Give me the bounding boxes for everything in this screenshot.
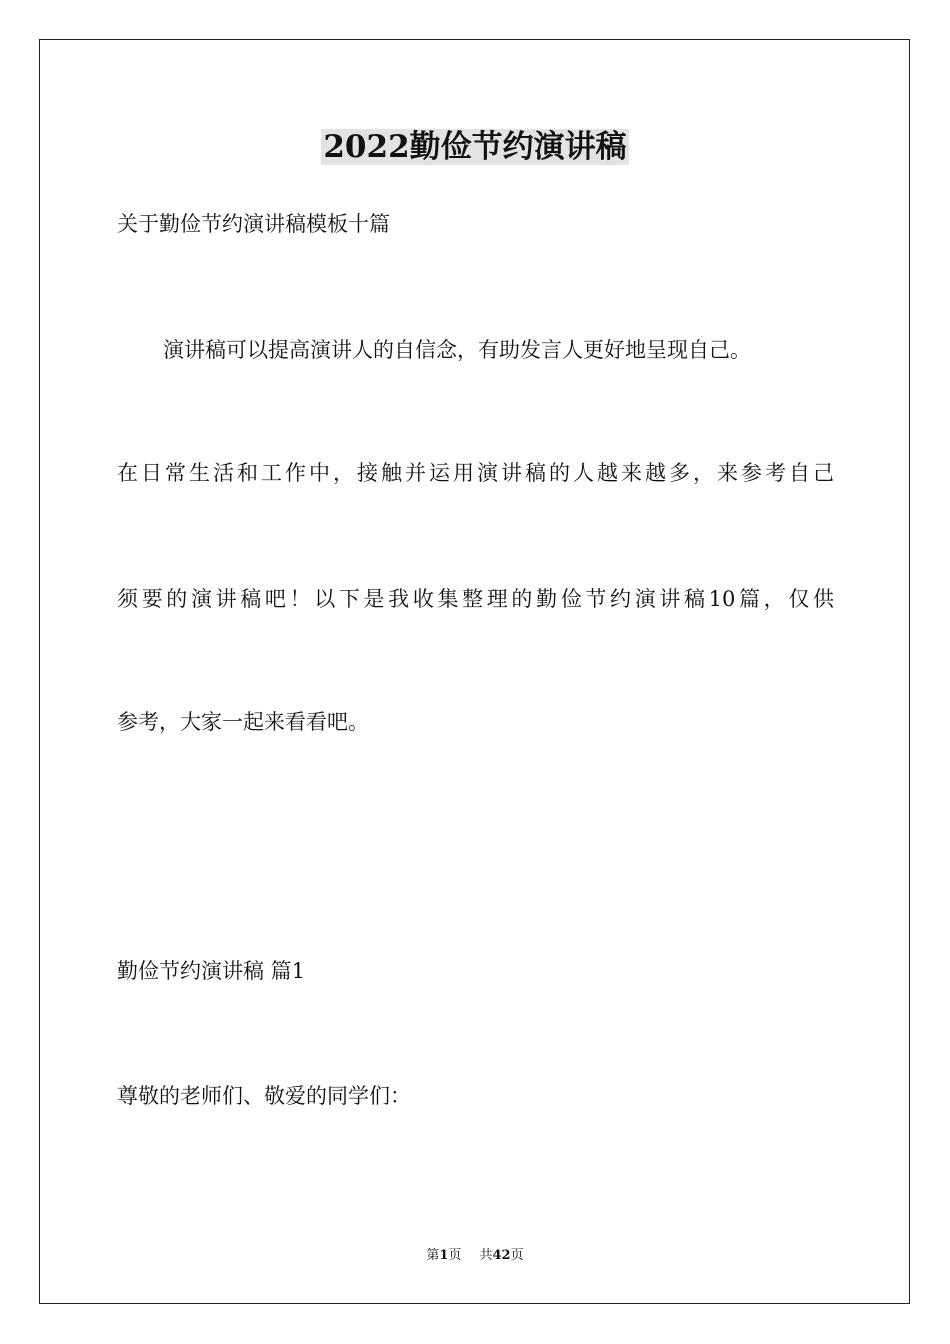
- page-suffix: 页: [448, 1248, 462, 1263]
- document-title: [0, 124, 950, 170]
- total-pages: 42: [492, 1248, 511, 1263]
- paragraph-line-4: 参考，大家一起来看看吧。: [117, 710, 369, 734]
- document-title-text: 2022勤俭节约演讲稿: [323, 129, 627, 165]
- total-suffix: 页: [510, 1248, 524, 1263]
- page-number: 1: [439, 1248, 449, 1263]
- paragraph-line-1: 演讲稿可以提高演讲人的自信念，有助发言人更好地呈现自己。: [163, 338, 751, 362]
- paragraph-line-3: 须要的演讲稿吧！以下是我收集整理的勤俭节约演讲稿10篇，仅供: [117, 587, 834, 611]
- page-prefix: 第: [426, 1248, 440, 1263]
- section-heading: 勤俭节约演讲稿 篇1: [117, 959, 306, 983]
- total-prefix: 共: [479, 1248, 493, 1263]
- greeting-line: 尊敬的老师们、敬爱的同学们：: [117, 1084, 411, 1108]
- paragraph-line-2: 在日常生活和工作中，接触并运用演讲稿的人越来越多，来参考自己: [117, 461, 834, 485]
- document-subtitle: 关于勤俭节约演讲稿模板十篇: [117, 212, 390, 236]
- page-footer: [0, 1246, 950, 1266]
